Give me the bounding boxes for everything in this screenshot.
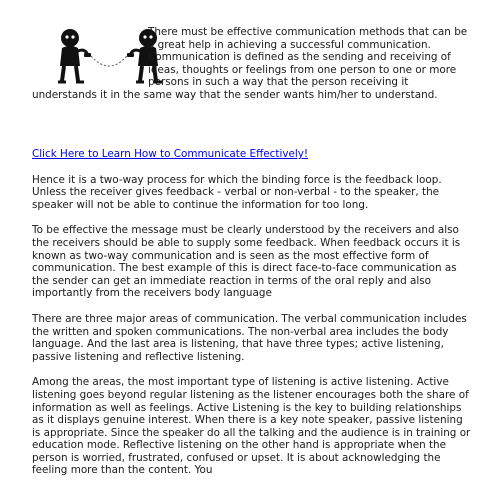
learn-communicate-link[interactable]: Click Here to Learn How to Communicate Effectively!	[32, 148, 309, 160]
intro-text: There must be effective communication methods that can be a great help in achieving a successful communication. Communication is defined as the sending and receiving of ideas, thoughts or feelings from one person to one or more persons in such a way that the person receiving it understands it in the same way that the sender wants him/her to understand.	[32, 26, 468, 101]
intro-block	[32, 24, 472, 138]
paragraph-feedback-loop: Hence it is a two-way process for which the binding force is the feedback loop. Unless the receiver gives feedback - verbal or non-verbal - to the speaker, the speaker will not be able to continue the information for too long.	[32, 173, 442, 211]
illustration-spacer	[32, 26, 148, 88]
article	[32, 24, 472, 477]
intro-paragraph	[32, 26, 472, 102]
paragraph-three-areas: There are three major areas of communication. The verbal communication includes the written and spoken communications. The non-verbal area includes the body language. And the last area is listening, that have three types; active listening, passive listening and reflective listening.	[32, 312, 467, 363]
paragraph-active-listening: Among the areas, the most important type of listening is active listening. Active listening goes beyond regular listening as the listener encourages both the share of information as well as feelings. Active Listening is the key to building relationships as it displays genuine interest. When there is a key note speaker, passive listening is appropriate. Since the speaker do all the talking and the audience is in training or education mode. Reflective listening on the other hand is appropriate when the person is worried, frustrated, confused or upset. It is about acknowledging the feeling more than the content. You	[32, 376, 471, 477]
paragraph-effective-message: To be effective the message must be clearly understood by the receivers and also the receivers should be able to supply some feedback. When feedback occurs it is known as two-way communication and is seen as the most effective form of communication. The best example of this is direct face-to-face communication as the sender can get an immediate reaction in terms of the oral reply and also importantly from the receivers body language	[32, 224, 461, 300]
